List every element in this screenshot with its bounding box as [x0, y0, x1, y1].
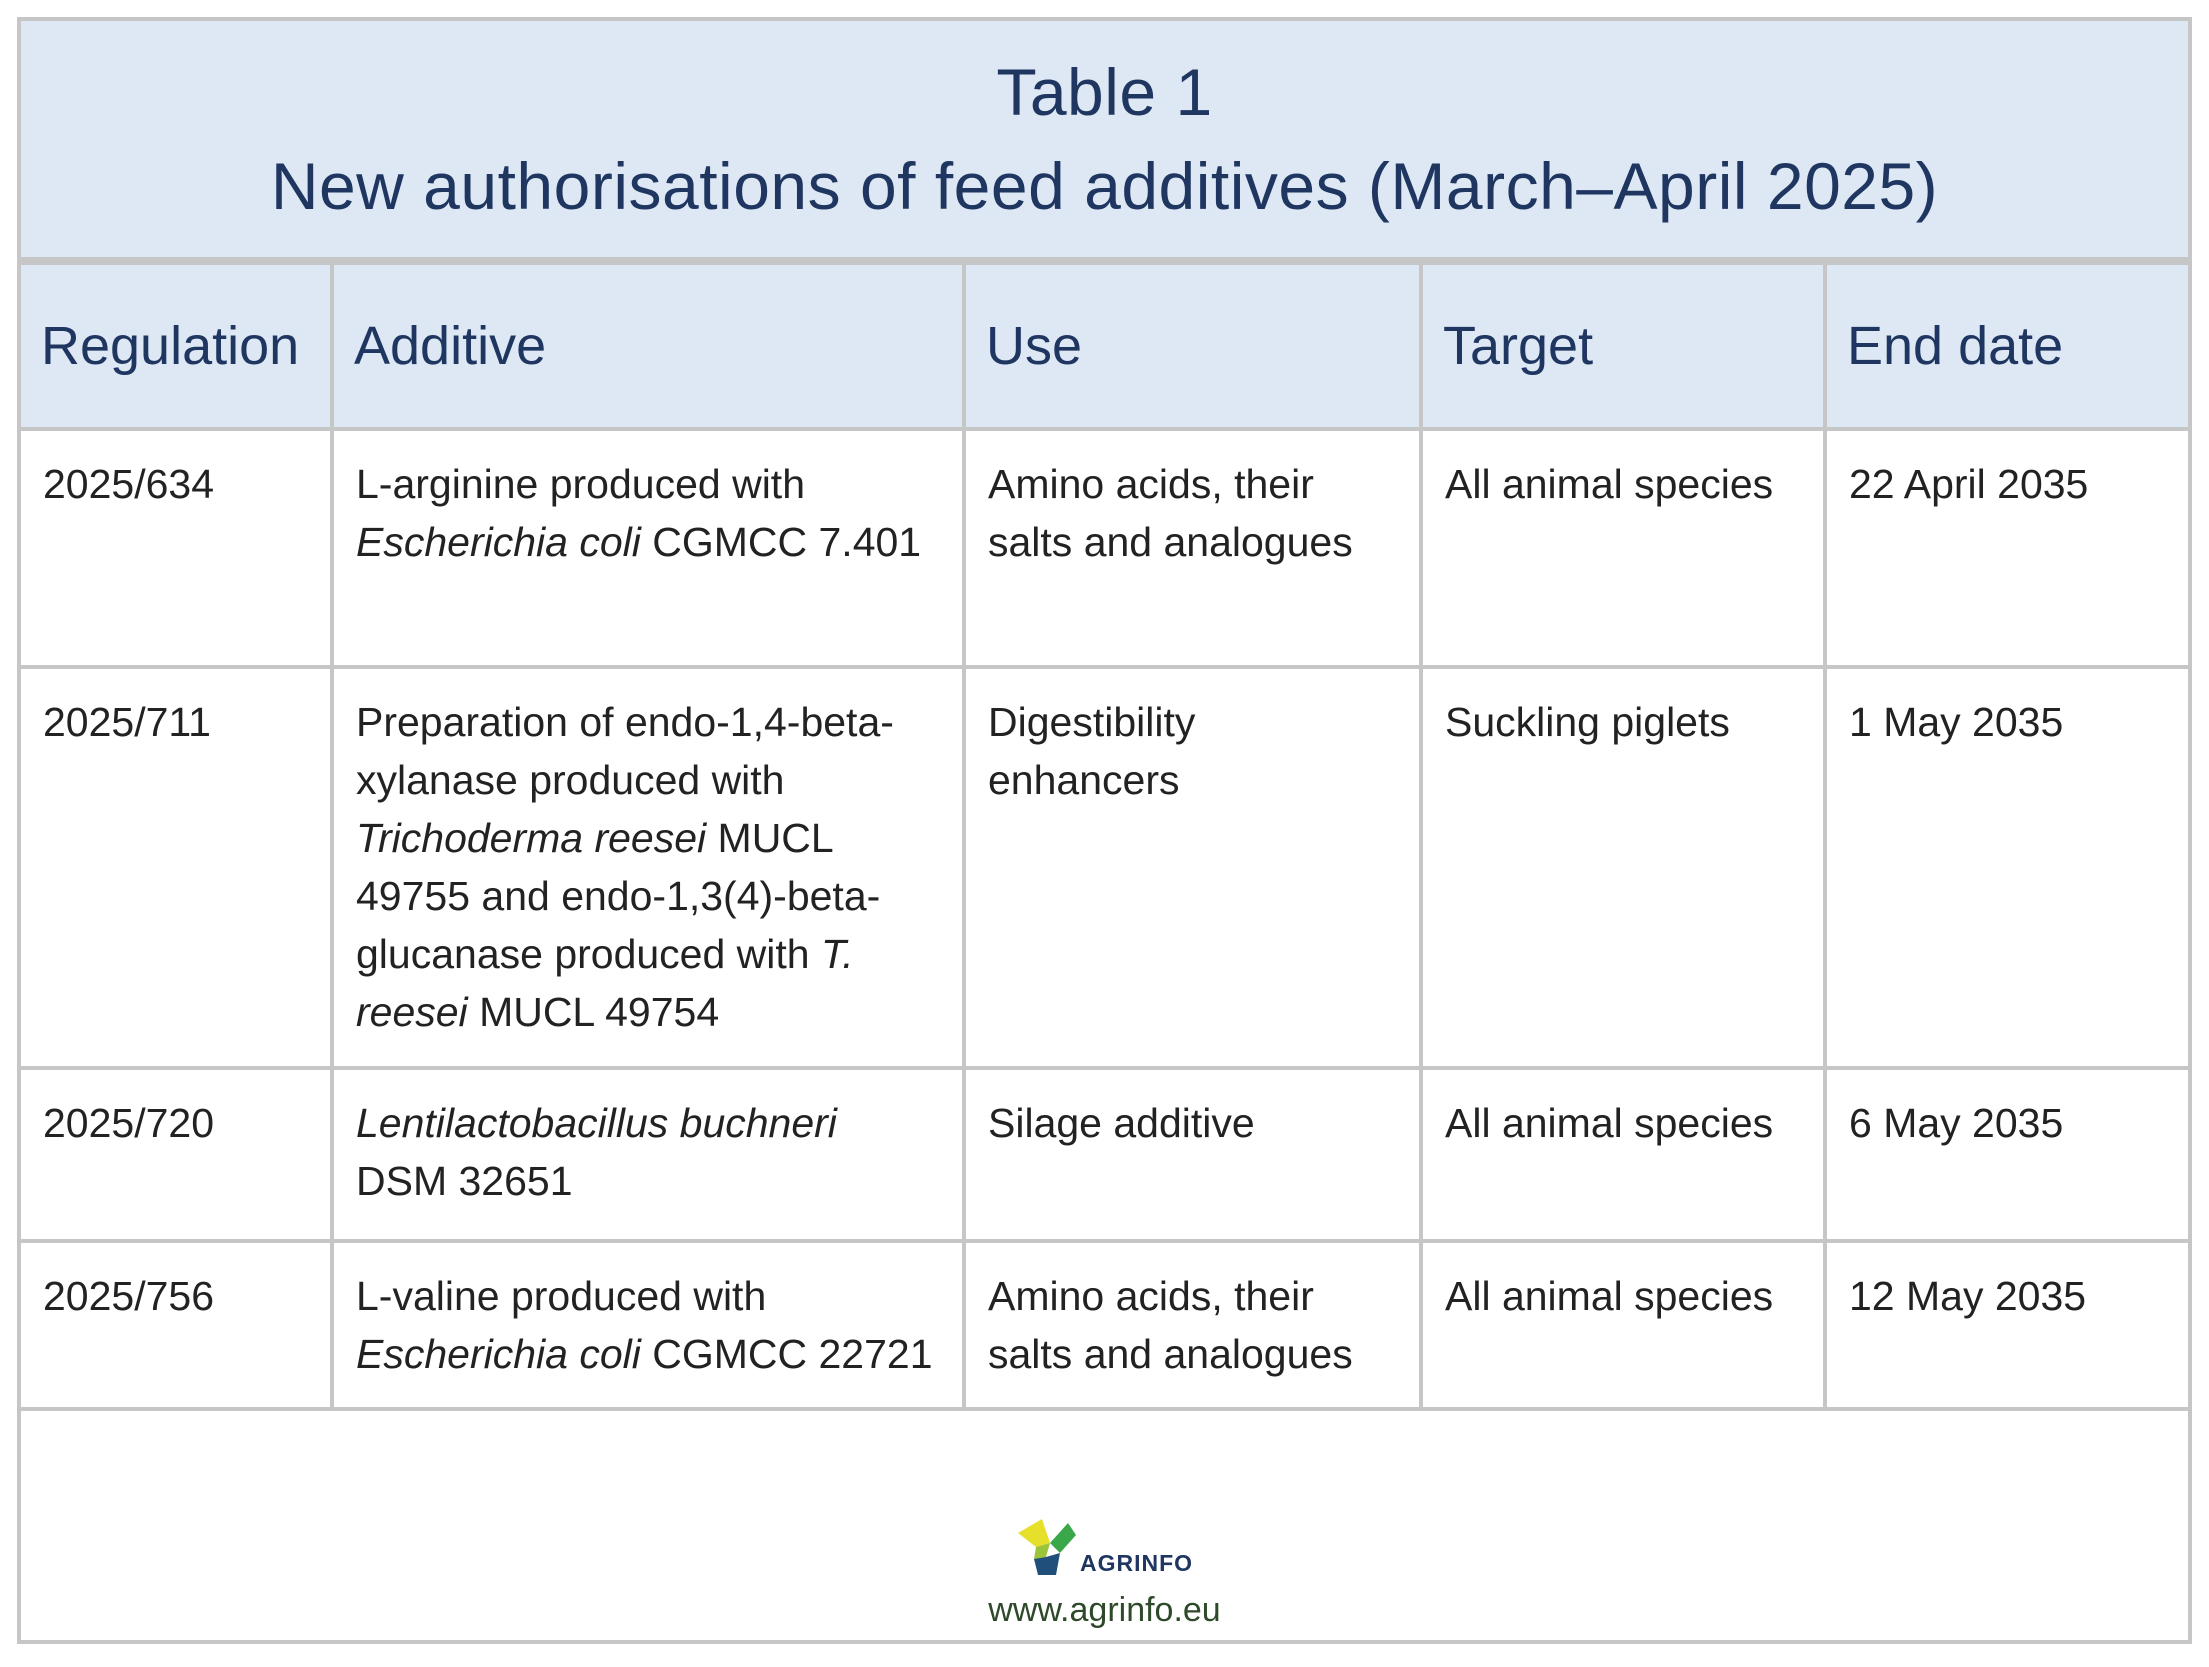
use-cell: Digestibility enhancers — [964, 667, 1421, 1068]
agrinfo-logo — [1016, 1513, 1193, 1581]
use-cell: Amino acids, their salts and analogues — [964, 429, 1421, 667]
species-name-text: T. reesei — [356, 931, 854, 1035]
authorisations-table — [21, 261, 2188, 1411]
table-row — [21, 429, 2188, 667]
table-row — [21, 1241, 2188, 1409]
additive-text: Preparation of endo-1,4-beta-xylanase produced with — [356, 699, 894, 803]
end-date-cell: 22 April 2035 — [1825, 429, 2188, 667]
target-cell: All animal species — [1421, 1241, 1825, 1409]
additive-text: L-valine produced with — [356, 1273, 767, 1319]
use-cell: Silage additive — [964, 1068, 1421, 1241]
additive-text: MUCL 49755 and endo-1,3(4)-beta-glucanase produced with — [356, 815, 881, 977]
target-cell: All animal species — [1421, 1068, 1825, 1241]
species-name-text: Lentilactobacillus buchneri — [356, 1100, 837, 1146]
website-link[interactable]: www.agrinfo.eu — [988, 1591, 1221, 1629]
end-date-cell: 6 May 2035 — [1825, 1068, 2188, 1241]
column-header-end-date: End date — [1825, 263, 2188, 429]
use-cell: Amino acids, their salts and analogues — [964, 1241, 1421, 1409]
table-row — [21, 667, 2188, 1068]
regulation-cell: 2025/720 — [21, 1068, 332, 1241]
table-row — [21, 1068, 2188, 1241]
additive-text: L-arginine produced with — [356, 461, 805, 507]
column-header-use: Use — [964, 263, 1421, 429]
target-cell: All animal species — [1421, 429, 1825, 667]
end-date-cell: 1 May 2035 — [1825, 667, 2188, 1068]
column-header-regulation: Regulation — [21, 263, 332, 429]
title-band — [21, 21, 2188, 261]
species-name-text: Escherichia coli — [356, 1331, 641, 1377]
table-card — [17, 17, 2192, 1644]
species-name-text: Trichoderma reesei — [356, 815, 707, 861]
target-cell: Suckling piglets — [1421, 667, 1825, 1068]
additive-cell — [332, 1068, 964, 1241]
footer — [21, 1401, 2188, 1641]
additive-text: MUCL 49754 — [467, 989, 720, 1035]
logo-wordmark: AGRINFO — [1079, 1550, 1194, 1576]
end-date-cell: 12 May 2035 — [1825, 1241, 2188, 1409]
species-name-text: Escherichia coli — [356, 519, 641, 565]
additive-text: DSM 32651 — [356, 1158, 573, 1204]
additive-text: CGMCC 22721 — [640, 1331, 933, 1377]
table-title: New authorisations of feed additives (March–April 2025) — [270, 149, 1939, 223]
additive-cell — [332, 1241, 964, 1409]
additive-text: CGMCC 7.401 — [640, 519, 922, 565]
regulation-cell: 2025/711 — [21, 667, 332, 1068]
header-row — [21, 263, 2188, 429]
additive-cell — [332, 667, 964, 1068]
regulation-cell: 2025/756 — [21, 1241, 332, 1409]
column-header-additive: Additive — [332, 263, 964, 429]
agrinfo-leaf-icon — [1016, 1513, 1088, 1581]
column-header-target: Target — [1421, 263, 1825, 429]
regulation-cell: 2025/634 — [21, 429, 332, 667]
additive-cell — [332, 429, 964, 667]
table-number: Table 1 — [996, 55, 1213, 129]
